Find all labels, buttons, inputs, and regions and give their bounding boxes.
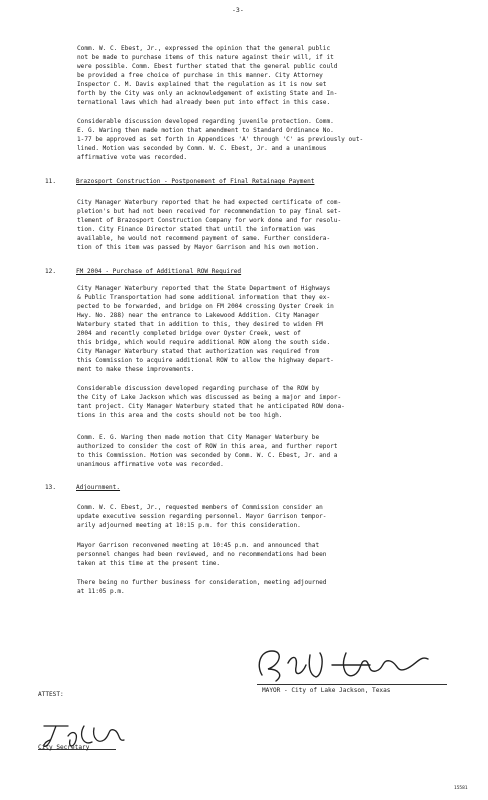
text-line: were possible. Comm. Ebest further stated that the general public could <box>77 63 338 70</box>
text-line: ternational laws which had already been put into effect in this case. <box>77 99 331 106</box>
section-title: Brazosport Construction - Postponement of Final Retainage Payment <box>76 178 315 185</box>
text-line: ment to make these improvements. <box>77 366 195 373</box>
text-line: be provided a free choice of purchase in this manner. City Attorney <box>77 72 323 79</box>
text-line: City Manager Waterbury reported that the State Department of Highways <box>77 285 331 292</box>
text-line: Comm. W. C. Ebest, Jr., expressed the opinion that the general public <box>77 45 331 52</box>
section-heading <box>45 483 445 492</box>
section-title: FM 2004 - Purchase of Additional ROW Required <box>76 268 242 275</box>
text-line: Hwy. No. 288) near the entrance to Lakewood Addition. City Manager <box>77 312 320 319</box>
text-line: 2004 and recently completed bridge over Oyster Creek, west of <box>77 330 301 337</box>
text-line: at 11:05 p.m. <box>77 588 125 595</box>
text-line: tions in this area and the costs should not be too high. <box>77 412 283 419</box>
section-heading <box>45 177 445 186</box>
mayor-caption: MAYOR - City of Lake Jackson, Texas <box>262 687 391 694</box>
mayor-signature <box>250 645 460 685</box>
text-line: E. G. Waring then made motion that amendment to Standard Ordinance No. <box>77 127 334 134</box>
text-line: City Manager Waterbury stated that authorization was required from <box>77 348 320 355</box>
text-line: arily adjourned meeting at 10:15 p.m. for this consideration. <box>77 522 301 529</box>
paragraph <box>77 578 433 596</box>
text-line: tion of this item was passed by Mayor Garrison and his own motion. <box>77 244 320 251</box>
text-line: this bridge, which would require additional ROW along the south side. <box>77 339 331 346</box>
text-line: Comm. E. G. Waring then made motion that City Manager Waterbury be <box>77 434 320 441</box>
text-line: taken at this time at the present time. <box>77 560 221 567</box>
section-number: 11. <box>45 178 57 185</box>
paragraph <box>77 541 433 568</box>
text-line: tant project. City Manager Waterbury stated that he anticipated ROW dona- <box>77 403 345 410</box>
text-line: to this Commission. Motion was seconded by Comm. W. C. Ebest, Jr. and a <box>77 452 338 459</box>
section-title: Adjournment. <box>76 484 121 491</box>
clerk-caption: City Secretary <box>38 744 90 751</box>
paragraph <box>77 117 433 162</box>
paragraph <box>77 44 433 107</box>
text-line: the City of Lake Jackson which was discussed as being a major and impor- <box>77 394 342 401</box>
mayor-signature-line <box>257 684 447 685</box>
text-line: Considerable discussion developed regarding purchase of the ROW by <box>77 385 320 392</box>
paragraph <box>77 433 433 469</box>
page-number: -3- <box>232 6 244 14</box>
text-line: pected to be forwarded, and bridge on FM 2004 crossing Oyster Creek in <box>77 303 334 310</box>
text-line: Comm. W. C. Ebest, Jr., requested members of Commission consider an <box>77 504 323 511</box>
text-line: update executive session regarding personnel. Mayor Garrison tempor- <box>77 513 327 520</box>
paragraph <box>77 503 433 530</box>
text-line: available, he would not recommend payment of same. Further considera- <box>77 235 331 242</box>
text-line: personnel changes had been reviewed, and no recommendations had been <box>77 551 327 558</box>
text-line: Waterbury stated that in addition to this, they desired to widen FM <box>77 321 323 328</box>
text-line: City Manager Waterbury reported that he had expected certificate of com- <box>77 199 342 206</box>
text-line: tion. City Finance Director stated that until the information was <box>77 226 316 233</box>
footer-mark: 15581 <box>454 786 468 791</box>
text-line: forth by the City was only an acknowledgement of existing State and In- <box>77 90 338 97</box>
text-line: & Public Transportation had some additional information that they ex- <box>77 294 331 301</box>
text-line: not be made to purchase items of this nature against their will, if it <box>77 54 334 61</box>
paragraph <box>77 284 433 374</box>
text-line: Mayor Garrison reconvened meeting at 10:45 p.m. and announced that <box>77 542 320 549</box>
text-line: lined. Motion was seconded by Comm. W. C. Ebest, Jr. and a unanimous <box>77 145 327 152</box>
paragraph <box>77 384 433 420</box>
text-line: tlement of Brazosport Construction Company for work done and for resolu- <box>77 217 342 224</box>
text-line: 1-77 be approved as set forth in Appendices 'A' through 'C' as previously out- <box>77 136 364 143</box>
text-line: unanimous affirmative vote was recorded. <box>77 461 224 468</box>
text-line: There being no further business for consideration, meeting adjourned <box>77 579 327 586</box>
paragraph <box>77 198 433 252</box>
text-line: affirmative vote was recorded. <box>77 154 188 161</box>
section-number: 13. <box>45 484 57 491</box>
section-number: 12. <box>45 268 57 275</box>
attest-label: ATTEST: <box>38 691 64 698</box>
section-heading <box>45 267 445 276</box>
text-line: Inspector C. M. Davis explained that the regulation as it is now set <box>77 81 327 88</box>
text-line: Considerable discussion developed regarding juvenile protection. Comm. <box>77 118 334 125</box>
text-line: this Commission to acquire additional ROW to allow the highway depart- <box>77 357 334 364</box>
text-line: authorized to consider the cost of ROW in this area, and further report <box>77 443 338 450</box>
text-line: pletion's but had not been received for recommendation to pay final set- <box>77 208 342 215</box>
